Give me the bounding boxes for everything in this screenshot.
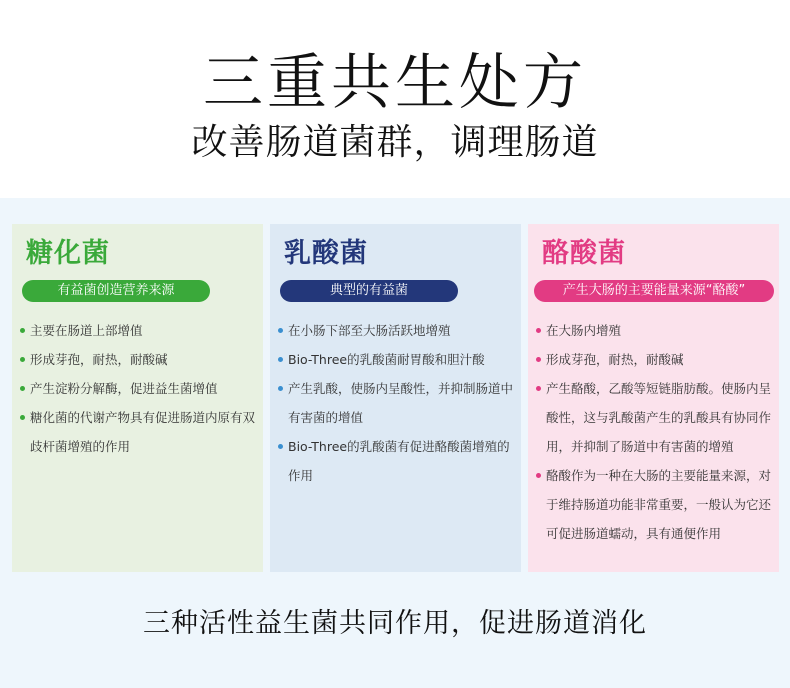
bullet-dot-icon — [536, 473, 541, 478]
bullet-dot-icon — [536, 328, 541, 333]
bullet-dot-icon — [278, 444, 283, 449]
list-item-text: 在大肠内增殖 — [546, 323, 622, 338]
list-item — [278, 345, 515, 374]
card-item-list — [20, 316, 257, 461]
list-item — [536, 461, 773, 548]
list-item — [278, 316, 515, 345]
list-item-text: 主要在肠道上部增值 — [30, 323, 143, 338]
card-title: 酪酸菌 — [542, 238, 626, 269]
list-item-text: 产生酪酸，乙酸等短链脂肪酸。使肠内呈酸性，这与乳酸菌产生的乳酸具有协同作用，并抑制了肠道中有害菌的增殖 — [546, 381, 772, 454]
card-tagline-pill: 产生大肠的主要能量来源“酪酸” — [534, 280, 774, 302]
list-item-text: 酪酸作为一种在大肠的主要能量来源，对于维持肠道功能非常重要，一般认为它还可促进肠道蠕动，具有通便作用 — [546, 468, 772, 541]
hero-section — [0, 0, 790, 200]
bullet-dot-icon — [20, 386, 25, 391]
list-item — [278, 374, 515, 432]
footer-summary: 三种活性益生菌共同作用，促进肠道消化 — [143, 608, 647, 639]
list-item — [20, 316, 257, 345]
card-tagline-pill: 有益菌创造营养来源 — [22, 280, 210, 302]
bullet-dot-icon — [536, 386, 541, 391]
list-item — [20, 345, 257, 374]
list-item-text: Bio-Three的乳酸菌耐胃酸和胆汁酸 — [288, 352, 485, 367]
bullet-dot-icon — [20, 357, 25, 362]
list-item-text: 在小肠下部至大肠活跃地增殖 — [288, 323, 451, 338]
list-item-text: 产生淀粉分解酶，促进益生菌增值 — [30, 381, 218, 396]
list-item — [278, 432, 515, 490]
card-item-list — [278, 316, 515, 490]
card-title: 乳酸菌 — [284, 238, 368, 269]
list-item-text: 产生乳酸，使肠内呈酸性，并抑制肠道中有害菌的增值 — [288, 381, 514, 425]
list-item — [536, 345, 773, 374]
card-tagline-pill: 典型的有益菌 — [280, 280, 458, 302]
bullet-dot-icon — [278, 328, 283, 333]
card-title: 糖化菌 — [26, 238, 110, 269]
list-item-text: 形成芽孢，耐热，耐酸碱 — [546, 352, 684, 367]
card-lactic-acid-bacteria — [270, 224, 521, 572]
bullet-dot-icon — [20, 415, 25, 420]
bullet-dot-icon — [278, 357, 283, 362]
page-title: 三重共生处方 — [203, 48, 587, 118]
bullet-dot-icon — [536, 357, 541, 362]
list-item-text: Bio-Three的乳酸菌有促进酪酸菌增殖的作用 — [288, 439, 510, 483]
card-item-list — [536, 316, 773, 548]
list-item-text: 糖化菌的代谢产物具有促进肠道内原有双歧杆菌增殖的作用 — [30, 410, 256, 454]
card-butyric-acid-bacteria — [528, 224, 779, 572]
bullet-dot-icon — [20, 328, 25, 333]
page-subtitle: 改善肠道菌群，调理肠道 — [191, 122, 599, 163]
list-item-text: 形成芽孢，耐热，耐酸碱 — [30, 352, 168, 367]
list-item — [20, 374, 257, 403]
bullet-dot-icon — [278, 386, 283, 391]
list-item — [536, 316, 773, 345]
list-item — [536, 374, 773, 461]
card-saccharifying-bacteria — [12, 224, 263, 572]
list-item — [20, 403, 257, 461]
